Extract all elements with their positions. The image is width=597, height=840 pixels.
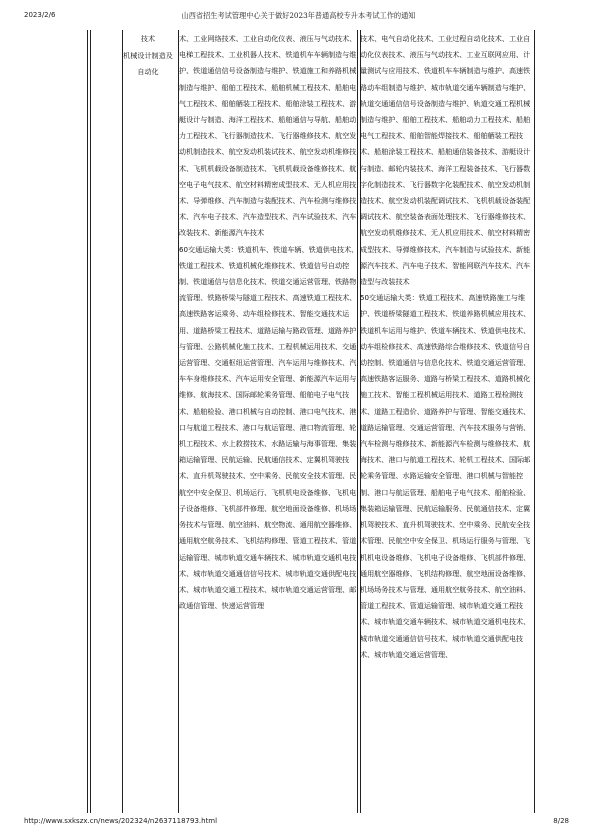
page-url: http://www.sxkszx.cn/news/202324/n2637118793.html <box>24 817 218 825</box>
higher-vocational-majors-cell: 术、工业网络技术、工业自动化仪表、液压与气动技术、电梯工程技术、工业机器人技术、铁道机车车辆制造与维护、铁道通信信号设备制造与维护、铁道施工和养路机械制造与维护、船舶工程技术、船舶机械工程技术、船舶电气工程技术、船舶舾装工程技术、船舶涂装工程技术、游艇设计与制造、海洋工程技术、船舶通信与导航、船舶动力工程技术、飞行器制造技术、飞行器维修技术、航空发动机制造技术、航空发动机装试技术、航空发动机维修技术、飞机机载设备制造技术、飞机机载设备维修技术、航空电子电气技术、航空材料精密成型技术、无人机应用技术、导弹维修、汽车制造与装配技术、汽车检测与维修技术、汽车电子技术、汽车造型技术、汽车试验技术、汽车改装技术、新能源汽车技术 60交通运输大类：铁道机车、铁道车辆、铁道供电技术、铁道工程技术、铁道机械化维修技术、铁道信号自动控制、铁道通信与信息化技术、铁道交通运营管理、铁路物流管理、铁路桥梁与隧道工程技术、高速铁道工程技术、高速铁路客运乘务、动车组检修技术、智能交通技术运用、道路桥梁工程技术、道路运输与路政管理、道路养护与管理、公路机械化施工技术、工程机械运用技术、交通运营管理、交通枢纽运营管理、汽车运用与维修技术、汽车车身维修技术、汽车运用安全管理、新能源汽车运用与维修、航海技术、国际邮轮乘务管理、船舶电子电气技术、船舶检验、港口机械与自动控制、港口电气技术、港口与航道工程技术、港口与航运管理、港口物流管理、轮机工程技术、水上救捞技术、水路运输与海事管理、集装箱运输管理、民航运输、民航通信技术、定翼机驾驶技术、直升机驾驶技术、空中乘务、民航安全技术管理、民航空中安全保卫、机场运行、飞机机电设备维修、飞机电子设备维修、飞机部件修理、航空地面设备维修、机场场务技术与管理、航空油料、航空物流、通用航空器维修、通用航空航务技术、飞机结构修理、管道工程技术、管道运输管理、城市轨道交通车辆技术、城市轨道交通机电技术、城市轨道交通通信信号技术、城市轨道交通供配电技术、城市轨道交通工程技术、城市轨道交通运营管理、邮政通信管理、快递运营管理 <box>179 34 359 611</box>
secondary-vocational-majors-cell: 技术、电气自动化技术、工业过程自动化技术、工业自动化仪表技术、液压与气动技术、工业互联网应用、计量测试与应用技术、铁道机车车辆制造与维护、高速铁路动车组制造与维护、城市轨道交通车辆制造与维护、轨道交通通信信号设备制造与维护、轨道交通工程机械制造与维护、船舶工程技术、船舶动力工程技术、船舶电气工程技术、船舶智能焊接技术、船舶舾装工程技术、船舶涂装工程技术、船舶通信装备技术、游艇设计与制造、邮轮内装技术、海洋工程装备技术、飞行器数字化制造技术、飞行器数字化装配技术、航空发动机制造技术、航空发动机装配调试技术、飞机机载设备装配调试技术、航空装备表面处理技术、飞行器维修技术、航空发动机维修技术、无人机应用技术、航空材料精密成型技术、导弹维修技术、汽车制造与试验技术、新能源汽车技术、汽车电子技术、智能网联汽车技术、汽车造型与改装技术 50交通运输大类：铁道工程技术、高速铁路施工与维护、铁道桥梁隧道工程技术、铁道养路机械应用技术、铁道机车运用与维护、铁道车辆技术、铁道供电技术、动车组检修技术、高速铁路综合维修技术、铁道信号自动控制、铁道通信与信息化技术、铁道交通运营管理、高速铁路客运服务、道路与桥梁工程技术、道路机械化施工技术、智能工程机械运用技术、道路工程检测技术、道路工程造价、道路养护与管理、智能交通技术、道路运输管理、交通运营管理、汽车技术服务与营销、汽车检测与维修技术、新能源汽车检测与维修技术、航海技术、港口与航道工程技术、轮机工程技术、国际邮轮乘务管理、水路运输安全管理、港口机械与智能控制、港口与航运管理、船舶电子电气技术、船舶检验、集装箱运输管理、民航运输服务、民航通信技术、定翼机驾驶技术、直升机驾驶技术、空中乘务、民航安全技术管理、民航空中安全保卫、机场运行服务与管理、飞机机电设备维修、飞机电子设备维修、飞机部件修理、通用航空器维修、飞机结构修理、航空地面设备维修、机场场务技术与管理、通用航空航务技术、航空油料、管道工程技术、管道运输管理、城市轨道交通工程技术、城市轨道交通车辆技术、城市轨道交通机电技术、城市轨道交通通信信号技术、城市轨道交通供配电技术、城市轨道交通运营管理、 <box>360 34 531 659</box>
document-title: 山西省招生考试管理中心关于做好2023年普通高校专升本考试工作的通知 <box>181 11 416 20</box>
table-border-left <box>87 30 88 813</box>
category-cell: 技术 机械设计制造及自动化 <box>123 34 173 76</box>
table-border-right <box>534 30 535 813</box>
page-number: 8/28 <box>553 817 569 825</box>
table-border-left-inner <box>90 30 91 813</box>
print-date: 2023/2/6 <box>24 11 56 19</box>
column-divider <box>122 30 123 813</box>
major-table <box>87 30 534 813</box>
